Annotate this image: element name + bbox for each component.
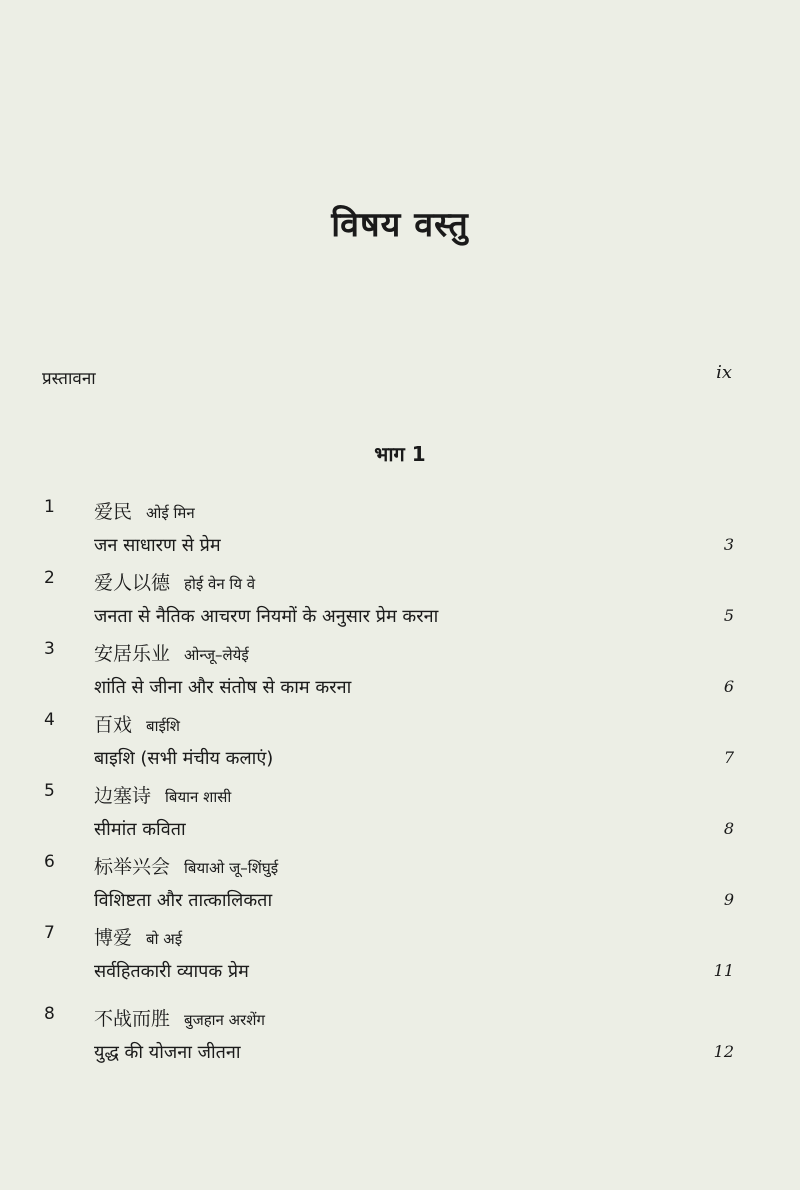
entry-phonetic: बो अई: [146, 930, 183, 948]
entry-meaning: विशिष्टता और तात्कालिकता: [94, 890, 273, 911]
toc-entry: [0, 923, 800, 993]
entry-page-number: 11: [713, 961, 734, 980]
entry-phonetic: ओई मिन: [146, 504, 195, 522]
entry-meaning: शांति से जीना और संतोष से काम करना: [94, 677, 352, 698]
entry-page-number: 8: [723, 819, 734, 838]
entry-phonetic: बाईशि: [146, 717, 180, 735]
entry-page-number: 7: [723, 748, 734, 767]
toc-entry: [0, 781, 800, 851]
entry-meaning: सीमांत कविता: [94, 819, 186, 840]
preface-page-number: ix: [716, 362, 732, 383]
preface-label: प्रस्तावना: [42, 369, 96, 389]
entry-chinese: 不战而胜: [94, 1008, 171, 1030]
toc-entry: [0, 568, 800, 638]
entry-page-number: 3: [723, 535, 734, 554]
entry-number: 7: [44, 923, 55, 943]
entry-meaning: जन साधारण से प्रेम: [94, 535, 221, 556]
entry-number: 8: [44, 1004, 55, 1024]
entry-chinese: 爱民: [94, 501, 133, 523]
entry-number: 6: [44, 852, 55, 872]
entry-page-number: 6: [723, 677, 734, 696]
entry-meaning: बाइशि (सभी मंचीय कलाएं): [94, 748, 274, 769]
entry-number: 3: [44, 639, 55, 659]
part-heading: भाग 1: [374, 442, 426, 466]
entry-phonetic: ओन्जू–लेयेई: [184, 646, 249, 664]
entry-number: 5: [44, 781, 55, 801]
entry-page-number: 5: [723, 606, 734, 625]
toc-entry: [0, 1004, 800, 1074]
toc-entry: [0, 497, 800, 567]
entry-chinese: 百戏: [94, 714, 133, 736]
toc-entry: [0, 710, 800, 780]
entry-page-number: 9: [723, 890, 734, 909]
entry-chinese: 安居乐业: [94, 643, 171, 665]
entry-number: 4: [44, 710, 55, 730]
entry-phonetic: होई वेन यि वे: [184, 575, 256, 593]
entry-chinese: 博爱: [94, 927, 133, 949]
entry-page-number: 12: [713, 1042, 734, 1061]
entry-phonetic: बुजहान अरशेंग: [184, 1011, 265, 1029]
entry-meaning: जनता से नैतिक आचरण नियमों के अनुसार प्रेम करना: [94, 606, 439, 627]
entry-number: 2: [44, 568, 55, 588]
entry-chinese: 爱人以德: [94, 572, 171, 594]
entry-number: 1: [44, 497, 55, 517]
entry-meaning: युद्ध की योजना जीतना: [94, 1042, 241, 1063]
entry-phonetic: बियान शासी: [165, 788, 232, 806]
toc-entry: [0, 852, 800, 922]
entry-chinese: 边塞诗: [94, 785, 152, 807]
entry-meaning: सर्वहितकारी व्यापक प्रेम: [94, 961, 249, 982]
entry-chinese: 标举兴会: [94, 856, 171, 878]
entry-phonetic: बियाओ जू–शिंघुई: [184, 859, 279, 877]
page-title: विषय वस्तु: [331, 205, 469, 245]
toc-entry: [0, 639, 800, 709]
